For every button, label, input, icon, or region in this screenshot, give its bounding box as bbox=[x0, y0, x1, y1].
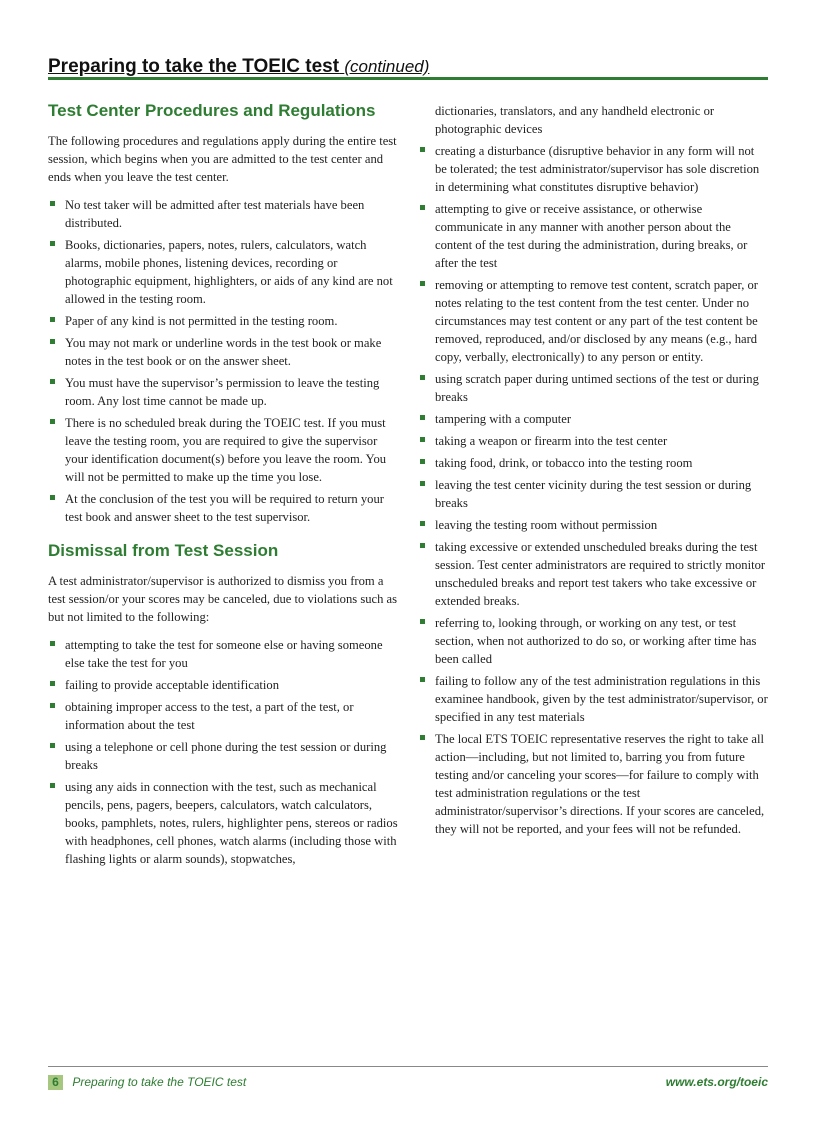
list-item: tampering with a computer bbox=[418, 410, 768, 428]
list-item: referring to, looking through, or working on any test, or test section, when not authorized to do so, or working after time has been called bbox=[418, 614, 768, 668]
list-item: You must have the supervisor’s permission to leave the testing room. Any lost time cannot be made up. bbox=[48, 374, 398, 410]
section-heading-procedures: Test Center Procedures and Regulations bbox=[48, 101, 376, 120]
list-item: using a telephone or cell phone during the test session or during breaks bbox=[48, 738, 398, 774]
list-item: taking excessive or extended unscheduled breaks during the test session. Test center administrators are required to strictly monitor unscheduled breaks and report test takers who take excessive or extended breaks. bbox=[418, 538, 768, 610]
list-item: failing to follow any of the test administration regulations in this examinee handbook, given by the test administrator/supervisor, or specified in any test materials bbox=[418, 672, 768, 726]
list-item: Paper of any kind is not permitted in the testing room. bbox=[48, 312, 398, 330]
list-item: There is no scheduled break during the TOEIC test. If you must leave the testing room, you are required to give the supervisor your identification document(s) before you leave the room. You will not be permitted to make up the time you lose. bbox=[48, 414, 398, 486]
bullet-icon bbox=[420, 481, 425, 486]
list-item: leaving the testing room without permission bbox=[418, 516, 768, 534]
bullet-icon bbox=[420, 459, 425, 464]
bullet-icon bbox=[50, 201, 55, 206]
list-item: leaving the test center vicinity during the test session or during breaks bbox=[418, 476, 768, 512]
header-rule bbox=[48, 77, 768, 80]
section-intro-procedures: The following procedures and regulations apply during the entire test session, which begins when you are admitted to the test center and ends when you leave the test center. bbox=[48, 134, 397, 184]
bullet-icon bbox=[50, 703, 55, 708]
bullet-icon bbox=[420, 375, 425, 380]
list-item: removing or attempting to remove test content, scratch paper, or notes relating to the test content from the test center. Under no circumstances may test content or any part of the test content be removed, reproduced, and/or disclosed by any means (e.g., hard copy, verbally, electronically) to any person or entity. bbox=[418, 276, 768, 366]
bullet-icon bbox=[50, 241, 55, 246]
bullet-icon bbox=[50, 641, 55, 646]
page-number: 6 bbox=[48, 1075, 63, 1090]
list-item: failing to provide acceptable identification bbox=[48, 676, 398, 694]
bullet-icon bbox=[50, 743, 55, 748]
header-continued: (continued) bbox=[344, 57, 430, 76]
bullet-icon bbox=[420, 205, 425, 210]
bullet-icon bbox=[420, 281, 425, 286]
bullet-icon bbox=[420, 735, 425, 740]
list-item: using any aids in connection with the test, such as mechanical pencils, pens, pagers, beepers, calculators, watch calculators, books, pamphlets, notes, rulers, highlighter pens, stereos or radios with headphones, cell phones, watch alarms (including those with flashing lights or alarm sounds), stopwatches, bbox=[48, 778, 398, 868]
bullet-icon bbox=[50, 419, 55, 424]
list-item: obtaining improper access to the test, a part of the test, or information about the test bbox=[48, 698, 398, 734]
page-header bbox=[48, 56, 768, 78]
bullet-icon bbox=[50, 783, 55, 788]
procedures-list bbox=[48, 196, 398, 526]
bullet-icon bbox=[50, 317, 55, 322]
list-item: You may not mark or underline words in the test book or make notes in the test book or on the answer sheet. bbox=[48, 334, 398, 370]
bullet-icon bbox=[420, 437, 425, 442]
list-item: At the conclusion of the test you will be required to return your test book and answer sheet to the test supervisor. bbox=[48, 490, 398, 526]
list-item: The local ETS TOEIC representative reserves the right to take all action—including, but not limited to, barring you from future testing and/or canceling your scores—for failure to comply with test administration regulations or the test administrator/supervisor’s directions. If your scores are canceled, they will not be reported, and your fees will not be refunded. bbox=[418, 730, 768, 838]
list-item: Books, dictionaries, papers, notes, rulers, calculators, watch alarms, mobile phones, listening devices, recording or photographic equipment, highlighters, or aids of any kind are not allowed in the testing room. bbox=[48, 236, 398, 308]
list-item: taking a weapon or firearm into the test center bbox=[418, 432, 768, 450]
list-item-continuation: dictionaries, translators, and any handheld electronic or photographic devices bbox=[435, 104, 715, 136]
section-intro-dismissal: A test administrator/supervisor is authorized to dismiss you from a test session/or your scores may be canceled, due to violations such as but not limited to the following: bbox=[48, 574, 398, 624]
list-item: No test taker will be admitted after test materials have been distributed. bbox=[48, 196, 398, 232]
footer-title: Preparing to take the TOEIC test bbox=[72, 1075, 247, 1089]
bullet-icon bbox=[420, 677, 425, 682]
dismissal-section bbox=[48, 540, 398, 868]
bullet-icon bbox=[420, 543, 425, 548]
header-title: Preparing to take the TOEIC test bbox=[48, 56, 340, 77]
dismissal-list-right bbox=[418, 102, 768, 838]
bullet-icon bbox=[420, 147, 425, 152]
left-column bbox=[48, 100, 398, 872]
bullet-icon bbox=[50, 681, 55, 686]
bullet-icon bbox=[420, 619, 425, 624]
list-item: using scratch paper during untimed sections of the test or during breaks bbox=[418, 370, 768, 406]
bullet-icon bbox=[50, 339, 55, 344]
bullet-icon bbox=[50, 495, 55, 500]
right-column bbox=[418, 102, 768, 842]
bullet-icon bbox=[420, 415, 425, 420]
bullet-icon bbox=[50, 379, 55, 384]
page-footer bbox=[48, 1075, 768, 1091]
list-item: attempting to give or receive assistance, or otherwise communicate in any manner with another person about the content of the test during the administration, during breaks, or after the test bbox=[418, 200, 768, 272]
list-item: attempting to take the test for someone else or having someone else take the test for you bbox=[48, 636, 398, 672]
list-item: taking food, drink, or tobacco into the testing room bbox=[418, 454, 768, 472]
footer-rule bbox=[48, 1066, 768, 1067]
list-item: creating a disturbance (disruptive behavior in any form will not be tolerated; the test administrator/supervisor has sole discretion in determining what constitutes disruptive behavior) bbox=[418, 142, 768, 196]
footer-url[interactable]: www.ets.org/toeic bbox=[665, 1075, 768, 1089]
bullet-icon bbox=[420, 521, 425, 526]
dismissal-list-left bbox=[48, 636, 398, 868]
section-heading-dismissal: Dismissal from Test Session bbox=[48, 541, 279, 560]
